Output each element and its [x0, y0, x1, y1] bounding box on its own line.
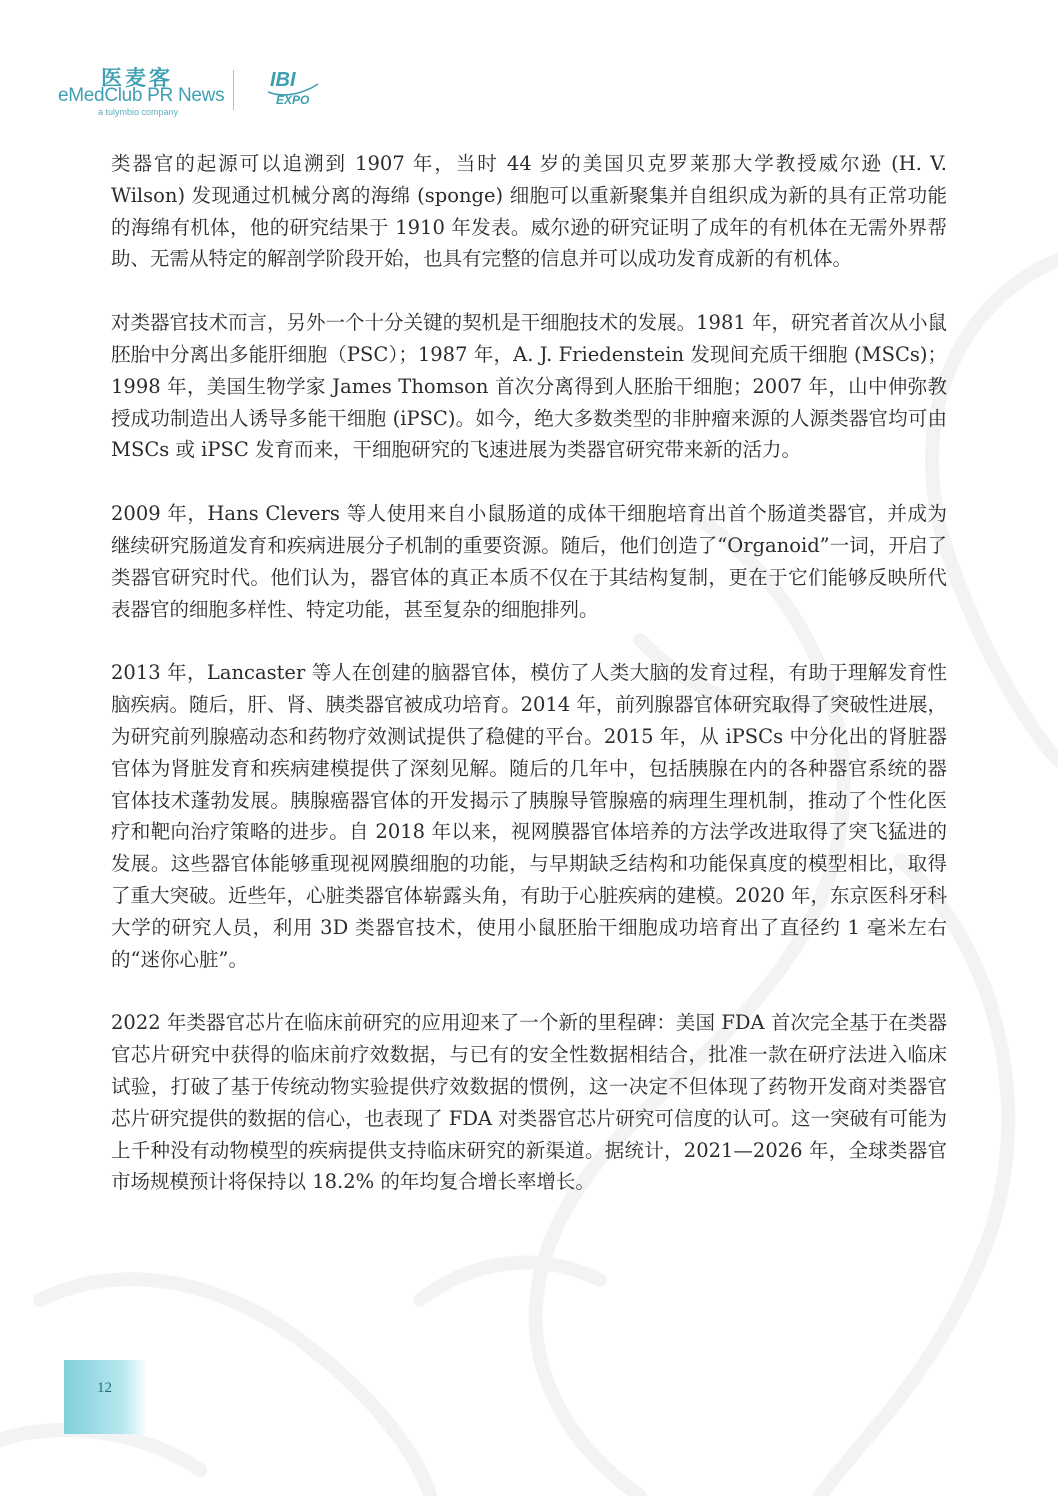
article-body [111, 148, 947, 1198]
paragraph: 2022 年类器官芯片在临床前研究的应用迎来了一个新的里程碑：美国 FDA 首次完全基于在类器官芯片研究中获得的临床前疗效数据，与已有的安全性数据相结合，批准一款在研疗法进入临床试验，打破了基于传统动物实验提供疗效数据的惯例，这一决定不但体现了药物开发商对类器官芯片研究提供的数据的信心，也表现了 FDA 对类器官芯片研究可信度的认可。这一突破有可能为上千种没有动物模型的疾病提供支持临床研究的新渠道。据统计，2021—2026 年，全球类器官市场规模预计将保持以 18.2% 的年均复合增长率增长。 [111, 1011, 947, 1194]
paragraph: 2013 年，Lancaster 等人在创建的脑器官体，模仿了人类大脑的发育过程，有助于理解发育性脑疾病。随后，肝、肾、胰类器官被成功培育。2014 年，前列腺器官体研究取得了突破性进展，为研究前列腺癌动态和药物疗效测试提供了稳健的平台。2015 年，从 iPSCs 中分化出的肾脏器官体为肾脏发育和疾病建模提供了深刻见解。随后的几年中，包括胰腺在内的各种器官系统的器官体技术蓬勃发展。胰腺癌器官体的开发揭示了胰腺导管腺癌的病理生理机制，推动了个性化医疗和靶向治疗策略的进步。自 2018 年以来，视网膜器官体培养的方法学改进取得了突飞猛进的发展。这些器官体能够重现视网膜细胞的功能，与早期缺乏结构和功能保真度的模型相比，取得了重大突破。近些年，心脏类器官体崭露头角，有助于心脏疾病的建模。2020 年，东京医科牙科大学的研究人员，利用 3D 类器官技术，使用小鼠胚胎干细胞成功培育出了直径约 1 毫米左右的“迷你心脏”。 [111, 661, 947, 971]
expo-logo-text: EXPO [276, 93, 310, 107]
ibi-logo-text: IBI [270, 69, 296, 91]
paragraph: 2009 年，Hans Clevers 等人使用来自小鼠肠道的成体干细胞培育出首个肠道类器官，并成为继续研究肠道发育和疾病进展分子机制的重要资源。随后，他们创造了“Organoid”一词，开启了类器官研究时代。他们认为，器官体的真正本质不仅在于其结构复制，更在于它们能够反映所代表器官的细胞多样性、特定功能，甚至复杂的细胞排列。 [111, 502, 947, 621]
paragraph: 类器官的起源可以追溯到 1907 年，当时 44 岁的美国贝克罗莱那大学教授威尔逊 (H. V. Wilson) 发现通过机械分离的海绵 (sponge) 细胞可以重新聚集并自组织成为新的具有正常功能的海绵有机体，他的研究结果于 1910 年发表。威尔逊的研究证明了成年的有机体在无需外界帮助、无需从特定的解剖学阶段开始，也具有完整的信息并可以成功发育成新的有机体。 [111, 152, 947, 271]
logo-english-name: eMedClub PR News [58, 85, 225, 106]
page-number: 12 [97, 1380, 112, 1396]
page-number-tab [64, 1360, 148, 1434]
logo-tagline: a tulymbio company [98, 107, 179, 117]
ibi-expo-logo [266, 66, 326, 110]
header-logo [58, 58, 358, 122]
paragraph: 对类器官技术而言，另外一个十分关键的契机是干细胞技术的发展。1981 年，研究者首次从小鼠胚胎中分离出多能肝细胞（PSC）；1987 年，A. J. Friedenstein 发现间充质干细胞 (MSCs)； 1998 年，美国生物学家 James Thomson 首次分离得到人胚胎干细胞；2007 年，山中伸弥教授成功制造出人诱导多能干细胞 (iPSC)。如今，绝大多数类型的非肿瘤来源的人源类器官均可由 MSCs 或 iPSC 发育而来，干细胞研究的飞速进展为类器官研究带来新的活力。 [111, 311, 947, 462]
logo-divider [233, 70, 234, 110]
logo-chinese-name: 医麦客 [101, 66, 173, 90]
